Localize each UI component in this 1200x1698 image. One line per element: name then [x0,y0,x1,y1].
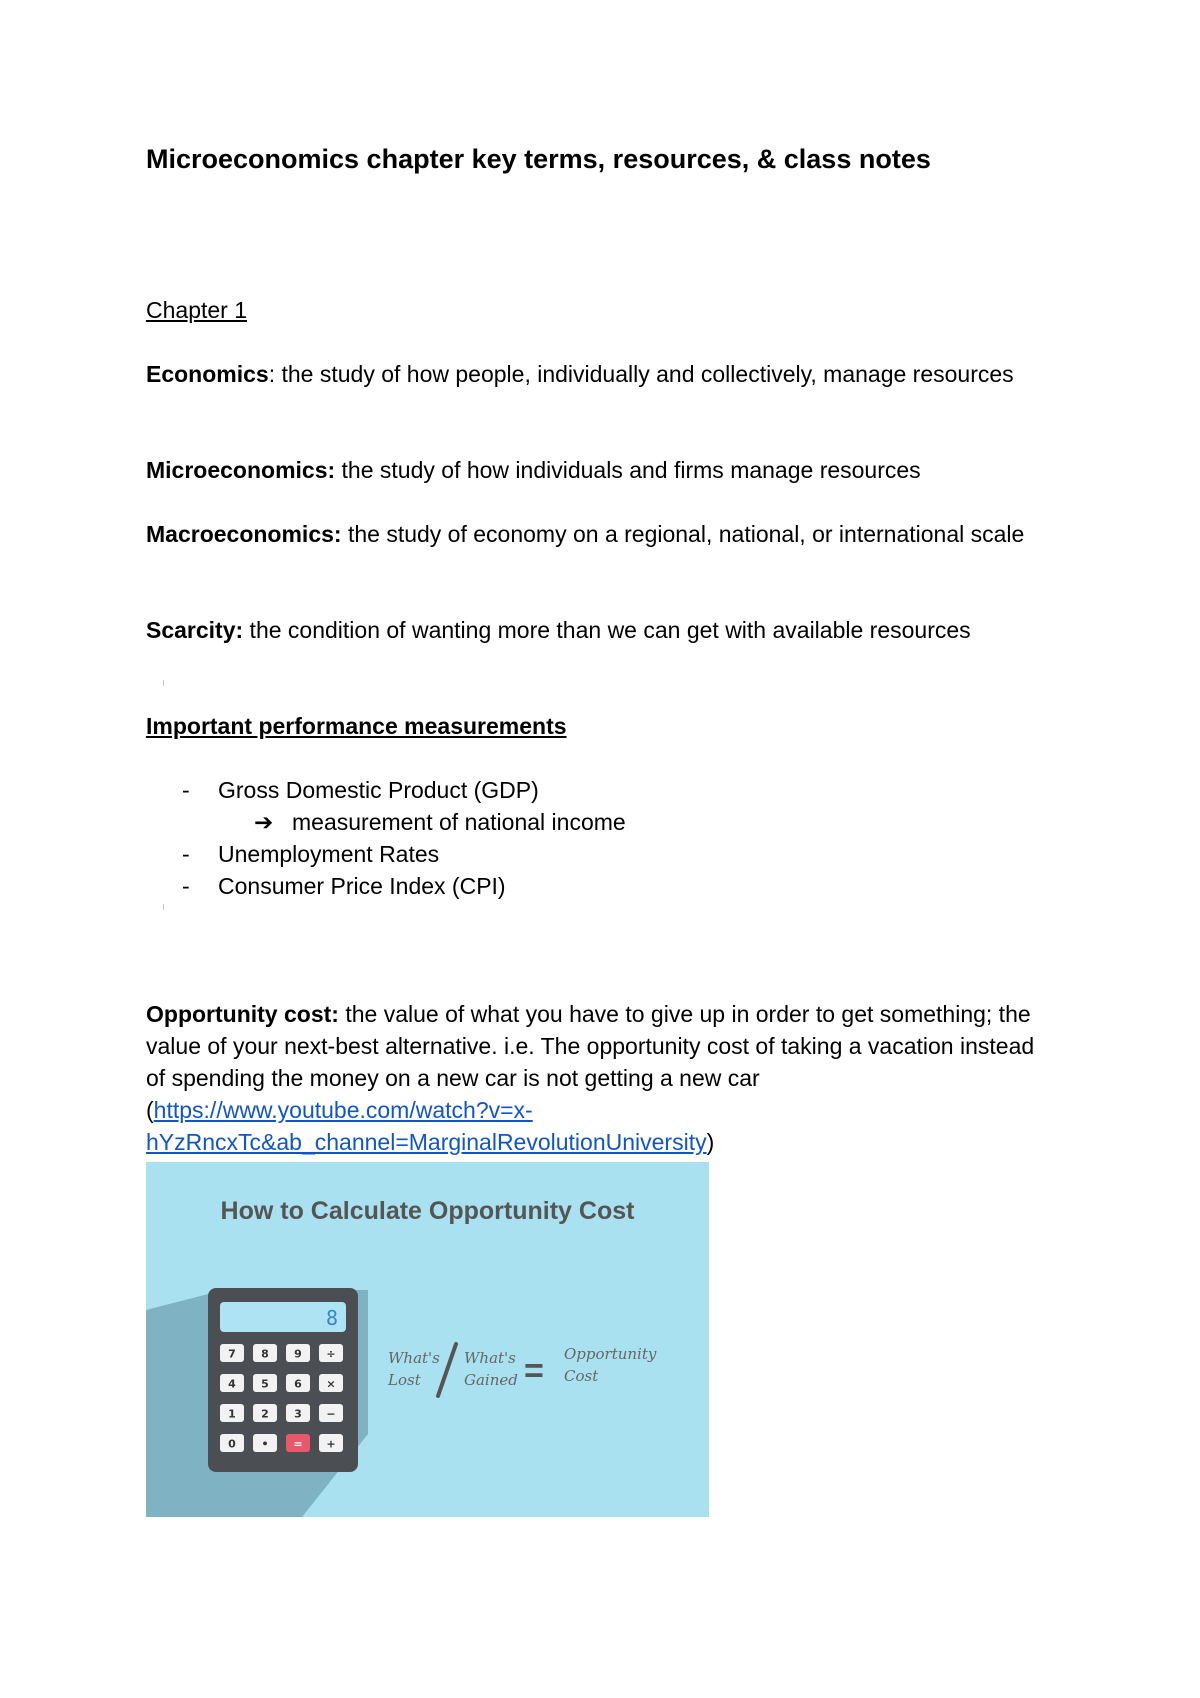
formula-text: Opportunity [564,1345,657,1363]
opportunity-cost-figure [146,1162,709,1517]
formula-text: What's [464,1349,516,1367]
formula-text: What's [388,1349,440,1367]
calculator-key-label: 7 [228,1347,236,1361]
list-item-text: Consumer Price Index (CPI) [218,873,506,899]
list-item-cpi [146,870,1046,902]
definition-text: the study of economy on a regional, national, or international scale [341,521,1025,547]
list-item-text: Gross Domestic Product (GDP) [218,777,539,803]
youtube-link-line1: https://www.youtube.com/watch?v=x- [153,1097,533,1123]
formula-equals: = [524,1352,544,1390]
calculator-key-label: • [261,1437,269,1451]
calculator-key-label: 3 [294,1407,302,1421]
definition-term: Macroeconomics: [146,521,342,547]
list-item-text: Unemployment Rates [218,841,440,867]
youtube-link-line2: hYzRncxTc&ab_channel=MarginalRevolutionUniversity [146,1129,707,1155]
figure-title: How to Calculate Opportunity Cost [220,1197,635,1225]
definition-text: the condition of wanting more than we can get with available resources [243,617,971,643]
display-digit: 8 [325,1306,338,1330]
youtube-link[interactable] [146,1097,707,1155]
calculator-key-label: + [326,1437,336,1451]
definition-microeconomics [146,454,1046,486]
definition-opportunity-cost [146,998,1046,1158]
measurements-heading: Important performance measurements [146,713,567,739]
definition-scarcity [146,614,1046,646]
calculator-key-label: 6 [294,1377,302,1391]
calculator-key-label: − [326,1407,336,1421]
document-title: Microeconomics chapter key terms, resources, & class notes [146,144,931,174]
calculator-key-label: 0 [228,1437,236,1451]
calculator-key-label: = [293,1437,303,1451]
calculator-key-label: × [326,1377,336,1391]
list-item-gdp [146,774,1046,806]
formula-text: Cost [564,1367,599,1385]
calculator-key-label: 8 [261,1347,269,1361]
formula-opportunity-cost [564,1343,656,1387]
formula-whats-gained [464,1347,518,1391]
calculator-key-label: 1 [228,1407,236,1421]
calculator-key-label: ÷ [326,1347,336,1361]
definition-term: Microeconomics: [146,457,336,483]
definition-economics [146,358,1046,390]
list-dash: - [182,841,190,867]
margin-mark [163,680,164,686]
definition-text: : the study of how people, individually and collectively, manage resources [268,361,1014,387]
formula-whats-lost [388,1347,440,1391]
sub-list-item-national-income [146,806,1046,838]
formula-text: Gained [464,1371,518,1389]
list-item-text: measurement of national income [292,809,626,835]
calculator-key-label: 2 [261,1407,269,1421]
chapter-heading: Chapter 1 [146,297,248,323]
divide-slash [434,1340,460,1400]
calculator-key-label: 4 [228,1377,236,1391]
calculator-key-label: 5 [261,1377,269,1391]
list-dash: - [182,873,190,899]
list-dash: - [182,777,190,803]
calculator-key-label: 9 [294,1347,302,1361]
definition-term: Opportunity cost: [146,1001,339,1027]
definition-macroeconomics [146,518,1046,550]
definition-text: the value of what you have to give up in order to get something; the value of your next-best alternative. i.e. The opportunity cost of taking a vacation instead of spending the money on a new car is not getting a new car [146,1001,1035,1091]
margin-mark [163,904,164,910]
definition-term: Economics [146,361,269,387]
arrow-icon: ➔ [254,809,274,835]
formula-text: Lost [388,1371,421,1389]
link-paren-close: ) [706,1129,715,1155]
definition-term: Scarcity: [146,617,244,643]
definition-text: the study of how individuals and firms manage resources [335,457,921,483]
list-item-unemployment [146,838,1046,870]
link-paren-open: ( [146,1097,154,1123]
